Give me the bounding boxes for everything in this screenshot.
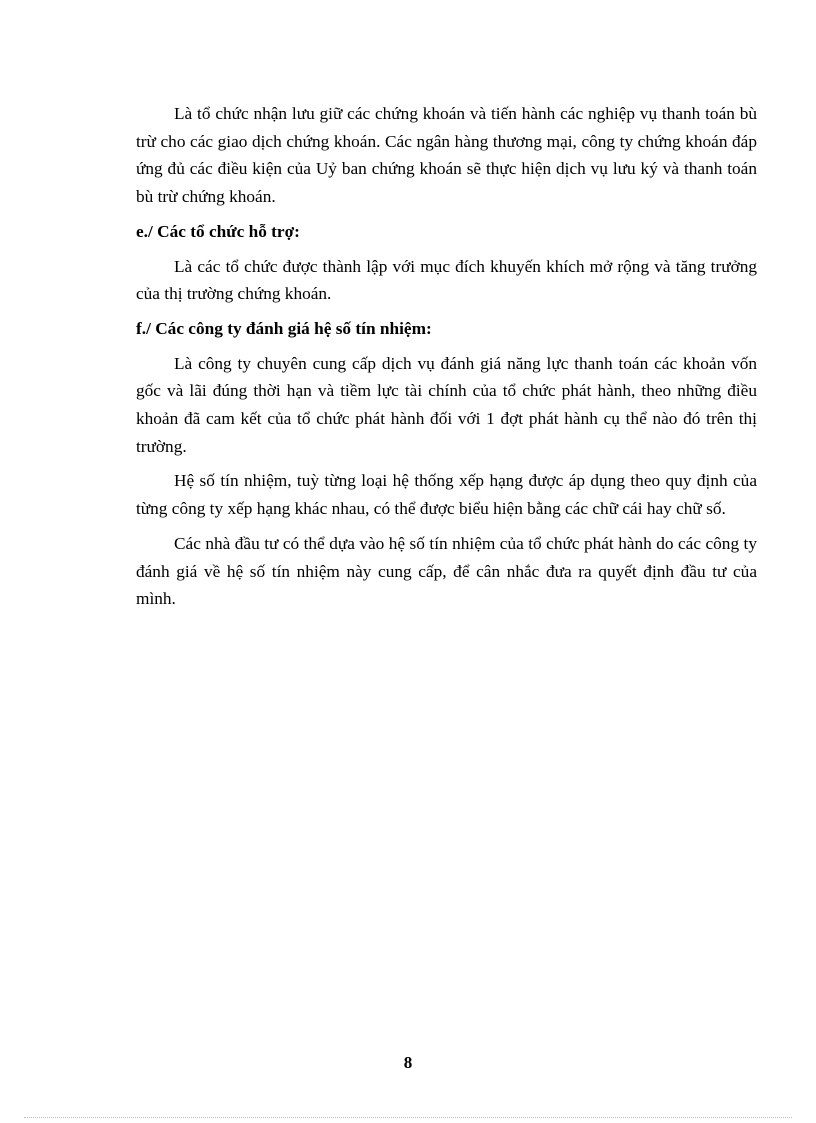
paragraph-credit-rating-systems: Hệ số tín nhiệm, tuỳ từng loại hệ thống xếp hạng được áp dụng theo quy định của từng công ty xếp hạng khác nhau, có thể được biểu hiện bằng các chữ cái hay chữ số. — [136, 471, 757, 519]
paragraph-credit-rating-definition: Là công ty chuyên cung cấp dịch vụ đánh giá năng lực thanh toán các khoản vốn gốc và lãi đúng thời hạn và tiềm lực tài chính của tổ chức phát hành, theo những điều khoản đã cam kết của tổ chức phát hành đối với 1 đợt phát hành cụ thể nào đó trên thị trường. — [136, 353, 757, 456]
document-body — [136, 100, 757, 620]
paragraph-investor-use: Các nhà đầu tư có thể dựa vào hệ số tín nhiệm của tổ chức phát hành do các công ty đánh giá về hệ số tín nhiệm này cung cấp, để cân nhắc đưa ra quyết định đầu tư của mình. — [136, 533, 757, 609]
page-bottom-divider — [24, 1117, 792, 1118]
paragraph-depository: Là tổ chức nhận lưu giữ các chứng khoán và tiến hành các nghiệp vụ thanh toán bù trừ cho các giao dịch chứng khoán. Các ngân hàng thương mại, công ty chứng khoán đáp ứng đủ các điều kiện của Uỷ ban chứng khoán sẽ thực hiện dịch vụ lưu ký và thanh toán bù trừ chứng khoán. — [136, 104, 757, 207]
paragraph-support-organizations: Là các tổ chức được thành lập với mục đích khuyến khích mở rộng và tăng trưởng của thị trường chứng khoán. — [136, 256, 757, 304]
heading-credit-rating-companies: f./ Các công ty đánh giá hệ số tín nhiệm: — [136, 318, 432, 338]
heading-support-organizations: e./ Các tổ chức hỗ trợ: — [136, 221, 300, 241]
page-number: 8 — [403, 1053, 413, 1072]
